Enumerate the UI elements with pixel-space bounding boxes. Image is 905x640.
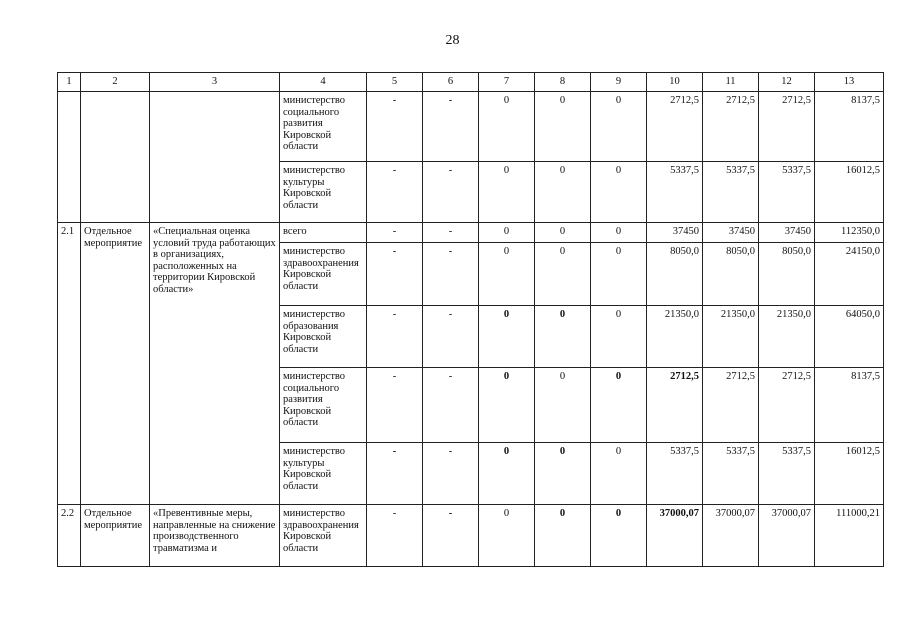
value-cell: 5337,5 (647, 162, 703, 223)
item-name: «Превентивные меры, направленные на снижение производственного травматизма и (150, 505, 280, 567)
value-cell: 37000,07 (703, 505, 759, 567)
header-cell: 1 (58, 73, 81, 92)
value-cell: 0 (535, 368, 591, 443)
value-cell: 37450 (703, 223, 759, 243)
value-cell: 0 (535, 443, 591, 505)
budget-table (57, 72, 884, 567)
header-cell: 6 (423, 73, 479, 92)
item-type: Отдельное мероприятие (81, 223, 150, 505)
value-cell: 37000,07 (647, 505, 703, 567)
value-cell: - (367, 443, 423, 505)
value-cell: 5337,5 (703, 162, 759, 223)
value-cell: 0 (535, 162, 591, 223)
header-cell: 13 (815, 73, 884, 92)
value-cell: 0 (535, 505, 591, 567)
header-cell: 4 (280, 73, 367, 92)
value-cell: 8137,5 (815, 92, 884, 162)
value-cell: 37450 (647, 223, 703, 243)
value-cell: 0 (479, 162, 535, 223)
value-cell: 8050,0 (647, 243, 703, 306)
agency-cell: министерство социального развития Кировской области (280, 368, 367, 443)
header-cell: 7 (479, 73, 535, 92)
agency-cell: министерство образования Кировской области (280, 306, 367, 368)
header-row (58, 73, 884, 92)
empty-cell (58, 92, 81, 223)
value-cell: 21350,0 (759, 306, 815, 368)
value-cell: - (367, 243, 423, 306)
value-cell: - (367, 368, 423, 443)
agency-cell: всего (280, 223, 367, 243)
value-cell: 2712,5 (703, 368, 759, 443)
header-cell: 11 (703, 73, 759, 92)
agency-cell: министерство здравоохранения Кировской области (280, 505, 367, 567)
value-cell: 8050,0 (703, 243, 759, 306)
value-cell: - (367, 92, 423, 162)
value-cell: 5337,5 (759, 443, 815, 505)
header-cell: 5 (367, 73, 423, 92)
value-cell: 0 (479, 243, 535, 306)
value-cell: 0 (535, 92, 591, 162)
value-cell: 16012,5 (815, 443, 884, 505)
header-cell: 9 (591, 73, 647, 92)
value-cell: 2712,5 (647, 368, 703, 443)
value-cell: - (367, 306, 423, 368)
table-row (58, 223, 884, 243)
value-cell: 2712,5 (759, 368, 815, 443)
value-cell: - (423, 162, 479, 223)
agency-cell: министерство культуры Кировской области (280, 162, 367, 223)
value-cell: 0 (535, 306, 591, 368)
value-cell: - (423, 368, 479, 443)
value-cell: 0 (591, 443, 647, 505)
value-cell: 2712,5 (703, 92, 759, 162)
empty-cell (150, 92, 280, 223)
value-cell: 16012,5 (815, 162, 884, 223)
value-cell: 8050,0 (759, 243, 815, 306)
value-cell: 0 (479, 306, 535, 368)
value-cell: 0 (479, 368, 535, 443)
value-cell: 0 (591, 306, 647, 368)
value-cell: 0 (479, 223, 535, 243)
header-cell: 10 (647, 73, 703, 92)
value-cell: - (367, 162, 423, 223)
agency-cell: министерство социального развития Кировской области (280, 92, 367, 162)
item-number: 2.2 (58, 505, 81, 567)
value-cell: 21350,0 (703, 306, 759, 368)
empty-cell (81, 92, 150, 223)
value-cell: 0 (479, 92, 535, 162)
header-cell: 8 (535, 73, 591, 92)
value-cell: 5337,5 (703, 443, 759, 505)
value-cell: 2712,5 (759, 92, 815, 162)
item-type: Отдельное мероприятие (81, 505, 150, 567)
value-cell: 0 (591, 505, 647, 567)
value-cell: 5337,5 (647, 443, 703, 505)
value-cell: 37000,07 (759, 505, 815, 567)
value-cell: - (367, 505, 423, 567)
header-cell: 3 (150, 73, 280, 92)
value-cell: 64050,0 (815, 306, 884, 368)
value-cell: 0 (479, 505, 535, 567)
value-cell: 0 (591, 162, 647, 223)
agency-cell: министерство культуры Кировской области (280, 443, 367, 505)
value-cell: - (423, 223, 479, 243)
value-cell: 2712,5 (647, 92, 703, 162)
item-name: «Специальная оценка условий труда работающих в организациях, расположенных на территории Кировской области» (150, 223, 280, 505)
value-cell: 37450 (759, 223, 815, 243)
value-cell: 111000,21 (815, 505, 884, 567)
value-cell: 8137,5 (815, 368, 884, 443)
value-cell: - (423, 306, 479, 368)
item-number: 2.1 (58, 223, 81, 505)
table-row (58, 505, 884, 567)
value-cell: 0 (591, 223, 647, 243)
value-cell: - (423, 92, 479, 162)
value-cell: 0 (535, 243, 591, 306)
value-cell: 5337,5 (759, 162, 815, 223)
value-cell: 0 (479, 443, 535, 505)
value-cell: - (423, 443, 479, 505)
header-cell: 12 (759, 73, 815, 92)
value-cell: - (423, 505, 479, 567)
agency-cell: министерство здравоохранения Кировской области (280, 243, 367, 306)
value-cell: 0 (591, 243, 647, 306)
value-cell: 24150,0 (815, 243, 884, 306)
value-cell: 0 (591, 368, 647, 443)
value-cell: - (423, 243, 479, 306)
table-row (58, 92, 884, 162)
header-cell: 2 (81, 73, 150, 92)
value-cell: 0 (591, 92, 647, 162)
value-cell: 112350,0 (815, 223, 884, 243)
page-number: 28 (445, 33, 460, 48)
value-cell: 0 (535, 223, 591, 243)
value-cell: 21350,0 (647, 306, 703, 368)
value-cell: - (367, 223, 423, 243)
